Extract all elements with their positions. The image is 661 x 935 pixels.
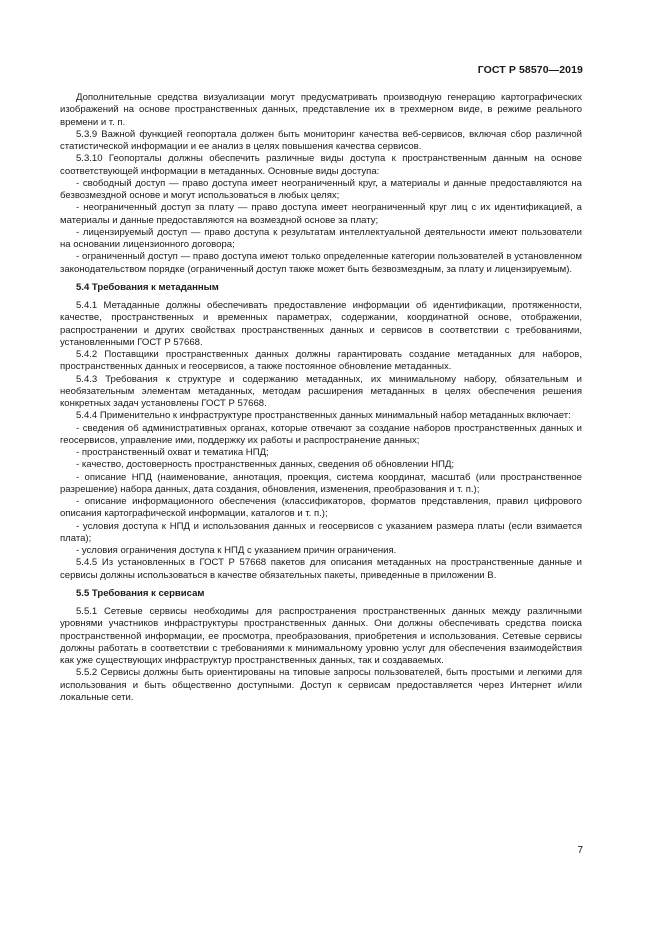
section-heading-5-4: 5.4 Требования к метаданным — [76, 281, 219, 293]
list-item: - лицензируемый доступ — право доступа к результатам интеллектуальной деятельности имеют пользователи на основании лицензионного договора; — [60, 226, 582, 250]
paragraph: 5.4.4 Применительно к инфраструктуре пространственных данных минимальный набор метаданных включает: — [76, 410, 571, 422]
list-item: - качество, достоверность пространственных данных, сведения об обновлении НПД; — [76, 459, 455, 471]
standard-code-header: ГОСТ Р 58570—2019 — [477, 64, 583, 76]
list-item: - условия доступа к НПД и использования данных и геосервисов с указанием размера платы (если взимается плата); — [60, 520, 582, 544]
paragraph: 5.4.5 Из установленных в ГОСТ Р 57668 пакетов для описания метаданных на пространственные данные и сервисы должны использоваться в качестве обязательных пакеты, приведенные в приложении В. — [60, 557, 582, 581]
paragraph: 5.5.1 Сетевые сервисы необходимы для распространения пространственных данных между различными уровнями участников инфраструктуры пространственных данных. Они должны обеспечивать средства поиска пространственной информации, ее просмотра, преобразования, приобретения и использования. Сетевые сервисы должны работать в соответствии с требованиями к минимальному уровню услуг для обеспечения взаимодействия как уже существующих инфраструктур пространственных данных, так и создаваемых. — [60, 606, 582, 666]
list-item: - условия ограничения доступа к НПД с указанием причин ограничения. — [76, 545, 397, 556]
paragraph: 5.4.1 Метаданные должны обеспечивать предоставление информации об идентификации, протяженности, качестве, пространственных и временных параметрах, содержании, координатной основе, отображении, распространении и других свойствах пространственных данных и сервисов в соответствии с требованиями, установленными ГОСТ Р 57668. — [60, 300, 582, 348]
page-number: 7 — [577, 845, 583, 856]
section-heading-5-5: 5.5 Требования к сервисам — [76, 587, 205, 599]
list-item: - пространственный охват и тематика НПД; — [76, 447, 269, 458]
paragraph: 5.4.2 Поставщики пространственных данных должны гарантировать создание метаданных для наборов, пространственных данных и геосервисов, а также постоянное обновление метаданных. — [60, 349, 582, 373]
document-body — [60, 92, 582, 704]
list-item: - сведения об административных органах, которые отвечают за создание наборов пространственных данных и геосервисов, управление ими, поддержку их работы и распространение данных; — [60, 422, 582, 446]
list-item: - неограниченный доступ за плату — право доступа имеет неограниченный круг лиц с их идентификацией, а материалы и данные предоставляются на возмездной основе за плату; — [60, 202, 582, 226]
paragraph: 5.4.3 Требования к структуре и содержанию метаданных, их минимальному набору, обязательным и необязательным элементам метаданных, методам расширения метаданных в целях обеспечения решения конкретных задач установлены ГОСТ Р 57668. — [60, 373, 582, 409]
paragraph: 5.5.2 Сервисы должны быть ориентированы на типовые запросы пользователей, быть простыми и легкими для использования и быть общественно доступными. Доступ к сервисам предоставляется через Интернет и/или локальные сети. — [60, 667, 582, 703]
list-item: - свободный доступ — право доступа имеет неограниченный круг, а материалы и данные предоставляются на безвозмездной основе и могут использоваться в любых целях; — [60, 177, 582, 201]
list-item: - описание информационного обеспечения (классификаторов, форматов представления, правил цифрового описания картографической информации, каталогов и т. п.); — [60, 496, 582, 520]
paragraph: 5.3.9 Важной функцией геопортала должен быть мониторинг качества веб-сервисов, включая сбор различной статистической информации и ее анализ в целях повышения качества сервисов. — [60, 128, 582, 152]
list-item: - описание НПД (наименование, аннотация, проекция, система координат, масштаб (или пространственное разрешение) набора данных, дата создания, обновления, изменения, преобразования и т. п.); — [60, 471, 582, 495]
list-item: - ограниченный доступ — право доступа имеют только определенные категории пользователей в установленном законодательством порядке (ограниченный доступ также может быть безвозмездным, за плату и лицензируемым). — [60, 251, 582, 275]
paragraph: 5.3.10 Геопорталы должны обеспечить различные виды доступа к пространственным данным на основе соответствующей информации в метаданных. Основные виды доступа: — [60, 153, 582, 177]
paragraph: Дополнительные средства визуализации могут предусматривать производную генерацию картографических изображений на основе пространственных данных, представление их в трехмерном виде, в режиме реального времени и т. п. — [60, 92, 582, 128]
